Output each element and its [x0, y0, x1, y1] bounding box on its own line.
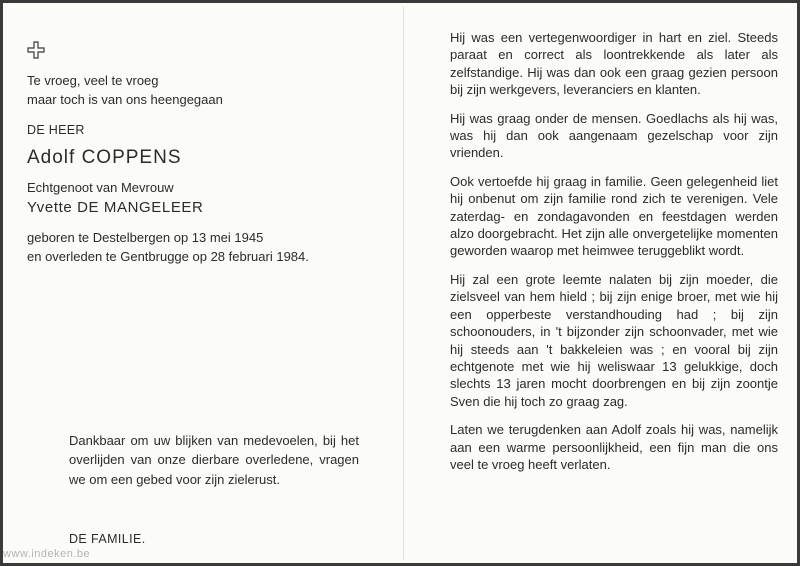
announcement-block: [27, 71, 387, 266]
family-signature: DE FAMILIE.: [69, 532, 146, 546]
died-line: en overleden te Gentbrugge op 28 februari 1984.: [27, 249, 309, 264]
intro-line-2: maar toch is van ons heengegaan: [27, 92, 223, 107]
tribute-paragraph: Hij zal een grote leemte nalaten bij zijn moeder, die zielsveel van hem hield ; bij zijn enige broer, met wie hij een opperbeste verstandhouding had ; bij zijn schoonouders, in 't bijzonder zijn schoonvader, met wie hij steeds aan 't bakkeleien was ; en vooral bij zijn echtgenote met wie hij weliswaar 13 gelukkige, doch slechts 13 jaren mocht doorbrengen en bij zijn zoontje Sven die hij toch zo graag zag.: [450, 271, 778, 409]
tribute-paragraph: Ook vertoefde hij graag in familie. Geen gelegenheid liet hij onbenut om zijn familie rond zich te verenigen. Vele zaterdag- en zondagavonden en feestdagen werden alzo doorgebracht. Het zijn alle onvergetelijke momenten geworden waarop met heimwee teruggeblikt wordt.: [450, 173, 778, 259]
tribute-text: [450, 29, 778, 484]
tribute-paragraph: Hij was een vertegenwoordiger in hart en ziel. Steeds paraat en correct als loontrekkende als later als zelfstandige. Hij was dan ook een graag gezien persoon bij zijn werkgevers, leveranciers en klanten.: [450, 30, 778, 98]
thanks-block: [69, 431, 359, 489]
intro-line-1: Te vroeg, veel te vroeg: [27, 73, 159, 88]
deceased-name: Adolf COPPENS: [27, 147, 182, 168]
card-fold-line: [403, 6, 404, 560]
title-line: DE HEER: [27, 123, 85, 137]
latin-cross-icon: [27, 41, 45, 59]
tribute-paragraph: Laten we terugdenken aan Adolf zoals hij was, namelijk aan een warme persoonlijkheid, een fijn man die ons veel te vroeg heeft verlaten.: [450, 422, 778, 472]
watermark: www.indeken.be: [3, 548, 91, 560]
spouse-name: Yvette DE MANGELEER: [27, 199, 204, 216]
tribute-paragraph: Hij was graag onder de mensen. Goedlachs als hij was, was hij dan ook aangenaam gezelschap voor zijn vrienden.: [450, 110, 778, 161]
thanks-text: Dankbaar om uw blijken van medevoelen, bij het overlijden van onze dierbare overledene, vragen we om een gebed voor zijn zielerust.: [69, 433, 359, 487]
spouse-intro: Echtgenoot van Mevrouw: [27, 180, 174, 195]
born-line: geboren te Destelbergen op 13 mei 1945: [27, 230, 264, 245]
